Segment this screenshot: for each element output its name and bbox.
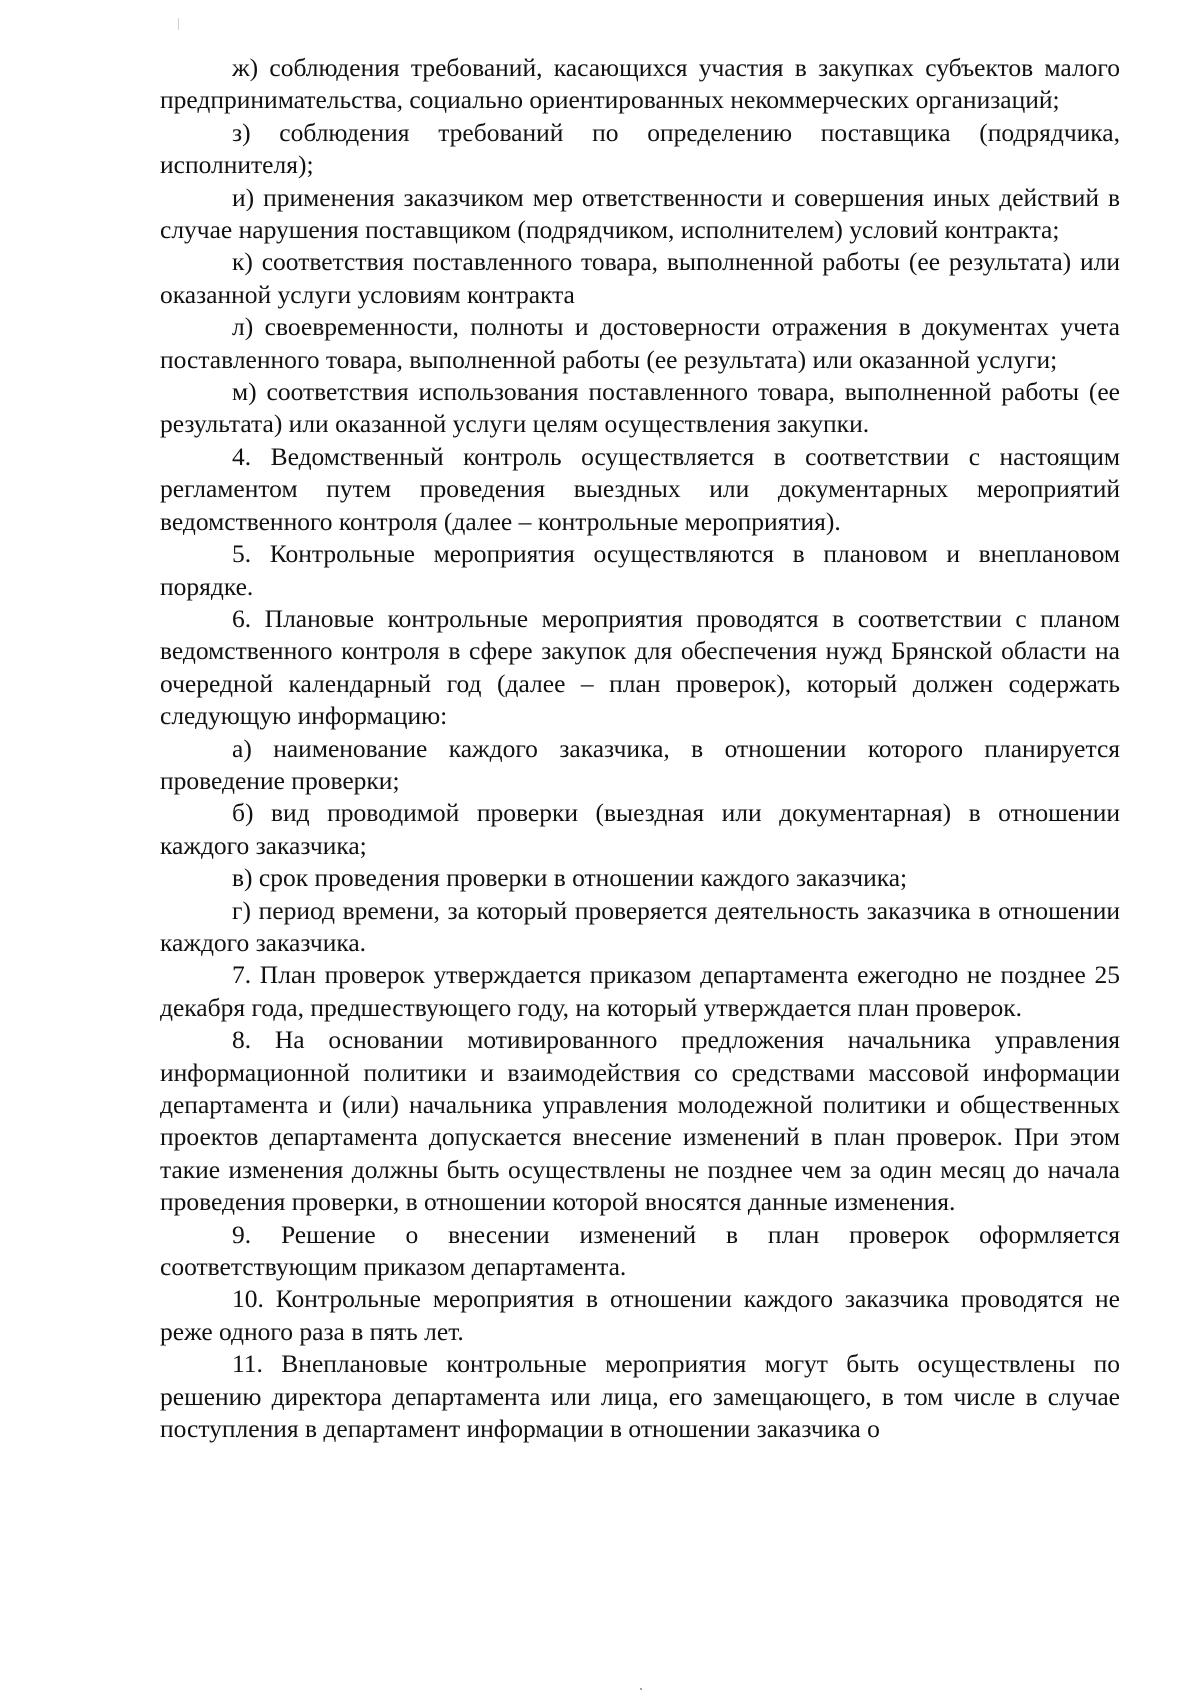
paragraph-8: 8. На основании мотивированного предложения начальника управления информационной политики и взаимодействия со средствами массовой информации департамента и (или) начальника управления молодежной политики и общественных проектов департамента допускается внесение изменений в план проверок. При этом такие изменения должны быть осуществлены не позднее чем за один месяц до начала проведения проверки, в отношении которой вносятся данные изменения. [160,1025,1120,1217]
paragraph-11: 11. Внеплановые контрольные мероприятия могут быть осуществлены по решению директора департамента или лица, его замещающего, в том числе в случае поступления в департамент информации в отношении заказчика о [160,1349,1120,1444]
document-page [160,52,1120,1445]
paragraph-i: и) применения заказчиком мер ответственности и совершения иных действий в случае нарушения поставщиком (подрядчиком, исполнителем) условий контракта; [160,182,1120,245]
paragraph-10: 10. Контрольные мероприятия в отношении каждого заказчика проводятся не реже одного раза в пять лет. [160,1284,1120,1346]
paragraph-zh: ж) соблюдения требований, касающихся участия в закупках субъектов малого предпринимательства, социально ориентированных некоммерческих организаций; [160,53,1120,115]
paragraph-6b: б) вид проводимой проверки (выездная или документарная) в отношении каждого заказчика; [160,798,1120,860]
paragraph-m: м) соответствия использования поставленного товара, выполненной работы (ее результата) или оказанной услуги целям осуществления закупки. [160,377,1120,439]
paragraph-6g: г) период времени, за который проверяется деятельность заказчика в отношении каждого заказчика. [160,895,1120,957]
scan-artifact-dot [640,1688,642,1690]
paragraph-5: 5. Контрольные мероприятия осуществляются в плановом и внеплановом порядке. [160,539,1120,601]
scan-artifact [178,18,179,30]
paragraph-6: 6. Плановые контрольные мероприятия проводятся в соответствии с планом ведомственного контроля в сфере закупок для обеспечения нужд Брянской области на очередной календарный год (далее – план проверок), который должен содержать следующую информацию: [160,603,1120,731]
paragraph-l: л) своевременности, полноты и достоверности отражения в документах учета поставленного товара, выполненной работы (ее результата) или оказанной услуги; [160,312,1120,374]
paragraph-4: 4. Ведомственный контроль осуществляется в соответствии с настоящим регламентом путем проведения выездных или документарных мероприятий ведомственного контроля (далее – контрольные мероприятия). [160,441,1120,536]
paragraph-k: к) соответствия поставленного товара, выполненной работы (ее результата) или оказанной услуги условиям контракта [160,247,1120,309]
paragraph-7: 7. План проверок утверждается приказом департамента ежегодно не позднее 25 декабря года, предшествующего году, на который утверждается план проверок. [160,960,1120,1022]
paragraph-9: 9. Решение о внесении изменений в план проверок оформляется соответствующим приказом департамента. [160,1219,1120,1282]
paragraph-z: з) соблюдения требований по определению поставщика (подрядчика, исполнителя); [160,117,1120,180]
paragraph-6a: а) наименование каждого заказчика, в отношении которого планируется проведение проверки; [160,733,1120,795]
paragraph-6v: в) срок проведения проверки в отношении каждого заказчика; [232,863,908,893]
